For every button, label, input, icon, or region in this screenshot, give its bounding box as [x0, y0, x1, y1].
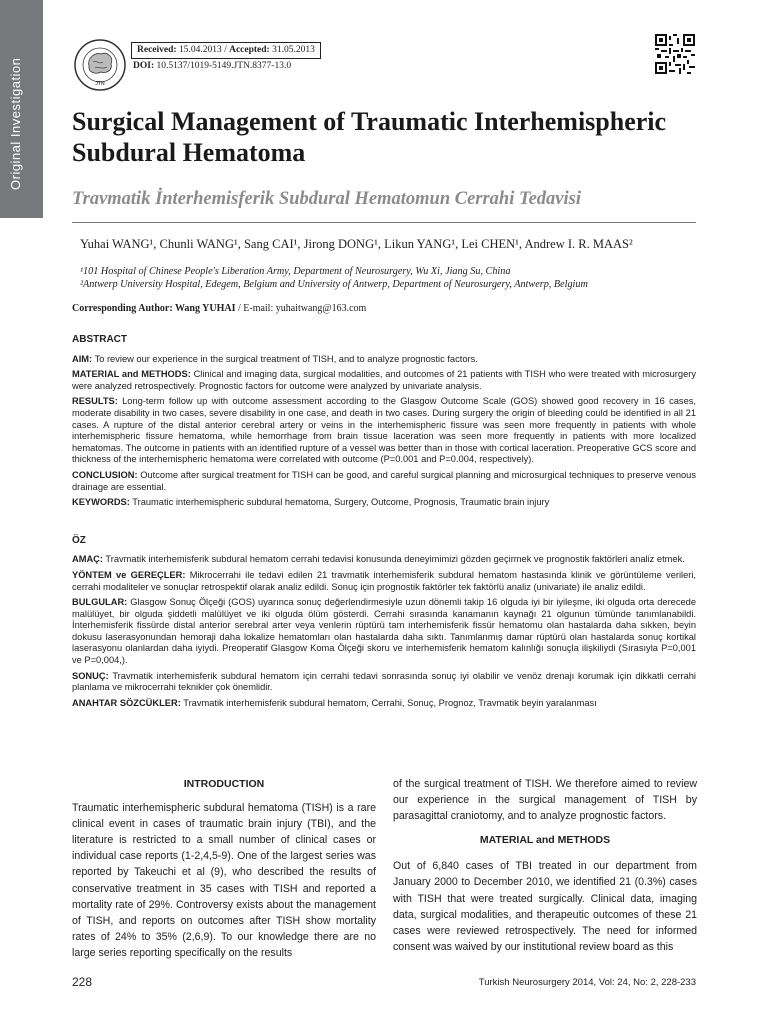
- conclusion-text: Outcome after surgical treatment for TISH can be good, and careful surgical planning and microsurgical techniques to preserve venous drainage are essential.: [72, 469, 696, 492]
- oz-heading: ÖZ: [72, 534, 86, 546]
- dates-box: [131, 42, 321, 59]
- methods-label: MATERIAL and METHODS:: [72, 369, 191, 380]
- author-list: Yuhai WANG¹, Chunli WANG¹, Sang CAI¹, Jirong DONG¹, Likun YANG¹, Lei CHEN¹, Andrew I. R. MAAS²: [80, 237, 633, 251]
- corresponding-label: Corresponding Author: Wang YUHAI: [72, 303, 236, 314]
- abstract-section: [72, 334, 696, 713]
- methods-body-text: Out of 6,840 cases of TBI treated in our department from January 2000 to December 2010, we identified 21 (0.3%) cases with TISH that were treated surgically. Clinical data, imaging data, surgical modalities, and therapeutic outcomes of these 21 cases were reviewed retrospectively. The need for informed consent was waived by our institutional review board as this: [393, 860, 697, 953]
- methods-heading: MATERIAL and METHODS: [479, 834, 611, 847]
- abstract-methods: [72, 369, 696, 392]
- methods-text: Clinical and imaging data, surgical modalities, and outcomes of 21 patients with TISH who were treated with microsurgery were analyzed retrospectively. Prognostic factors for outcome were analyzed by univariate analysis.: [72, 369, 696, 391]
- corresponding-email[interactable]: E-mail: yuhaitwang@163.com: [243, 303, 367, 314]
- dates-separator: /: [224, 45, 227, 55]
- doi-value[interactable]: 10.5137/1019-5149.JTN.8377-13.0: [156, 61, 292, 71]
- abstract-aim: [72, 354, 696, 366]
- oz-anahtar: [72, 698, 696, 710]
- article-type-tab: [0, 0, 43, 218]
- bulgular-text: Glasgow Sonuç Ölçeği (GOS) uyarınca sonuç değerlendirmesiyle uzun dönemli takip 16 olguda iyi bir iyileşme, iki olguda orta derecede malülüyet, bir olguda şiddetli malülüyet ve iki olguda ölüm gösterdi. Cerrahi sırasında kanamanın kaynağı 21 olgunun tümünde tanımlanabildi. İnterhemisferik fissürde distal anterior serebral arter veya venlerin rüptürü tam interhemisferik fissür hematomu olan hastalarda daha sıkken, beyin dokusu laserasyonundan hemoraji daha lokalize hematomları olan hastalarda daha sıktı. Tanımlanmış damar rüptürü olan hastalarda sonuç kortikal laserasyonu olanlardan daha iyiydi. Preoperatif Glasgow Koma Ölçeği skoru ve interhemisferik hematom kalınlığı sonuçla ilişkiliydi (Sırasıyla P=0,001 ve P=0,004,).: [72, 597, 696, 666]
- received-date: 15.04.2013: [178, 45, 222, 55]
- anahtar-text: Travmatik interhemisferik subdural hematom, Cerrahi, Sonuç, Prognoz, Travmatik beyin yaralanması: [183, 697, 597, 708]
- aim-label: AIM:: [72, 353, 93, 364]
- introduction-text: Traumatic interhemispheric subdural hematoma (TISH) is a rare clinical event in cases of traumatic brain injury (TBI), and the literature is restricted to a small number of clinical cases or individual case reports (1-2,4,5-9). One of the largest series was reported by Takeuchi et al (9), who described the results of conservative treatment in 35 cases with TISH and reported a mortality rate of 29%. Controversy exists about the management of TISH, and reports on outcomes after TISH show mortality rates of 24% to 35% (2,6,9). To our knowledge there are no large series reporting specifically on the results: [72, 802, 376, 959]
- title-divider: [72, 222, 696, 223]
- oz-sonuc: [72, 671, 696, 694]
- anahtar-label: ANAHTAR SÖZCÜKLER:: [72, 697, 181, 708]
- article-type-label: Original Investigation: [8, 57, 23, 190]
- accepted-date: 31.05.2013: [272, 45, 315, 55]
- logo-jtn: JTN: [95, 81, 105, 87]
- corresponding-separator: /: [237, 303, 241, 314]
- yontem-label: YÖNTEM ve GEREÇLER:: [72, 569, 186, 580]
- brain-seal-icon: [70, 38, 130, 92]
- keywords-label: KEYWORDS:: [72, 497, 130, 508]
- amac-text: Travmatik interhemisferik subdural hematom cerrahi tedavisi konusunda deneyimimizi gözden geçirmek ve prognostik faktörleri analiz etmek.: [105, 554, 685, 565]
- keywords-text: Traumatic interhemispheric subdural hematoma, Surgery, Outcome, Prognosis, Traumatic brain injury: [132, 497, 550, 508]
- article-title: Surgical Management of Traumatic Interhemispheric Subdural Hematoma: [72, 107, 667, 167]
- introduction-heading: INTRODUCTION: [183, 778, 265, 790]
- body-column-right: [393, 776, 697, 955]
- bulgular-label: BULGULAR:: [72, 597, 128, 608]
- results-text: Long-term follow up with outcome assessment according to the Glasgow Outcome Scale (GOS) showed good recovery in 16 cases, moderate disability in two cases, severe disability in one case, and death in two cases. During surgery the origin of bleeding could be identified in all 21 cases. A rupture of the distal anterior cerebral artery or veins in the interhemispheric fissure was seen more frequently in patients with whole interhemispheric fissure hematoma, while hemorrhage from brain tissue laceration was seen more frequently in patients with more localized hematomas. The outcome in patients with an identified rupture of a vessel was better than in those with cortical laceration. Preoperative GCS score and thickness of the interhemispheric hematoma were correlated with outcome (P=0.001 and P=0.004, respectively).: [72, 396, 696, 465]
- oz-amac: [72, 554, 696, 566]
- affiliation-1: ¹101 Hospital of Chinese People's Liberation Army, Department of Neurosurgery, Wu Xi, Jiang Su, China: [80, 266, 511, 277]
- sonuc-label: SONUÇ:: [72, 670, 109, 681]
- abstract-heading: ABSTRACT: [72, 334, 127, 345]
- sonuc-text: Travmatik interhemisferik subdural hematom için cerrahi tedavi sonrasında sonuç iyi olabilir ve venöz drenajı korumak için dikkatli cerrahi planlama ve mikrocerrahi teknikler çok önemlidir.: [72, 670, 696, 693]
- abstract-conclusion: [72, 470, 696, 493]
- introduction-continued: of the surgical treatment of TISH. We therefore aimed to review our experience in the surgical management of TISH by parasagittal craniotomy, and to analyze prognostic factors.: [393, 778, 697, 823]
- abstract-results: [72, 396, 696, 466]
- doi: [133, 60, 291, 73]
- affiliation-2: ²Antwerp University Hospital, Edegem, Belgium and University of Antwerp, Department of Neurosurgery, Antwerp, Belgium: [80, 279, 588, 290]
- amac-label: AMAÇ:: [72, 554, 103, 565]
- results-label: RESULTS:: [72, 396, 118, 407]
- conclusion-label: CONCLUSION:: [72, 469, 138, 480]
- qr-code-icon[interactable]: [655, 34, 695, 74]
- body-column-left: [72, 776, 376, 961]
- oz-bulgular: [72, 597, 696, 667]
- journal-citation: Turkish Neurosurgery 2014, Vol: 24, No: 2, 228-233: [478, 977, 696, 988]
- abstract-keywords: [72, 497, 696, 509]
- turkish-title: Travmatik İnterhemisferik Subdural Hematomun Cerrahi Tedavisi: [72, 189, 581, 209]
- accepted-label: Accepted:: [229, 45, 270, 55]
- page-number: 228: [72, 975, 93, 989]
- aim-text: To review our experience in the surgical treatment of TISH, and to analyze prognostic factors.: [94, 353, 478, 364]
- corresponding-author: [72, 302, 366, 315]
- doi-label: DOI:: [133, 61, 155, 71]
- oz-yontem: [72, 570, 696, 593]
- received-label: Received:: [137, 45, 177, 55]
- yontem-text: Mikrocerrahi ile tedavi edilen 21 travmatik interhemisferik subdural hematom hastasında klinik ve görüntüleme verileri, cerrahi modaliteler ve sonuçlar retrospektif olarak analiz edildi. Sonuç için prognostik faktörler tek faktörlü analiz (univariate) ile analiz edildi.: [72, 569, 697, 592]
